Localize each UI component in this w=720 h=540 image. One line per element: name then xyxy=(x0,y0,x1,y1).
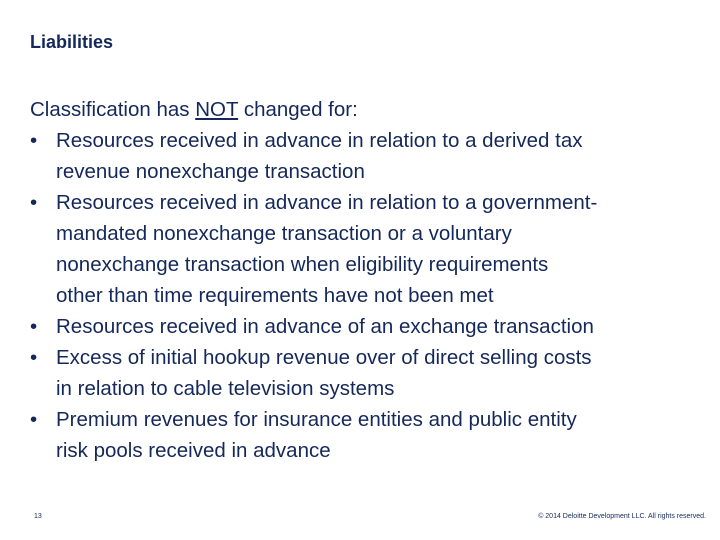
bullet-text-line: mandated nonexchange transaction or a voluntary xyxy=(56,222,512,245)
bullet-icon: • xyxy=(30,129,38,152)
copyright-notice: © 2014 Deloitte Development LLC. All rights reserved. xyxy=(538,513,706,520)
bullet-text-line: Resources received in advance in relation to a derived tax xyxy=(56,129,583,152)
bullet-icon: • xyxy=(30,191,38,214)
bullet-item xyxy=(30,404,700,466)
bullet-list xyxy=(30,125,700,466)
bullet-item xyxy=(30,342,700,404)
intro-after: changed for: xyxy=(238,98,358,121)
bullet-text-line: Resources received in advance in relation to a government- xyxy=(56,191,598,214)
intro-before: Classification has xyxy=(30,98,196,121)
bullet-text-line: Premium revenues for insurance entities and public entity xyxy=(56,408,577,431)
bullet-item xyxy=(30,125,700,187)
bullet-text-line: nonexchange transaction when eligibility requirements xyxy=(56,253,549,276)
bullet-icon: • xyxy=(30,315,38,338)
bullet-text-line: risk pools received in advance xyxy=(56,439,331,462)
bullet-icon: • xyxy=(30,346,38,369)
slide-body xyxy=(30,94,700,466)
bullet-item xyxy=(30,311,700,342)
bullet-text-line: Excess of initial hookup revenue over of direct selling costs xyxy=(56,346,592,369)
bullet-text-line: in relation to cable television systems xyxy=(56,377,395,400)
bullet-text-line: Resources received in advance of an exchange transaction xyxy=(56,315,594,338)
slide-title: Liabilities xyxy=(30,32,114,52)
bullet-text-line: revenue nonexchange transaction xyxy=(56,160,365,183)
bullet-item xyxy=(30,187,700,311)
bullet-icon: • xyxy=(30,408,38,431)
intro-line xyxy=(30,94,700,125)
intro-emphasis: NOT xyxy=(195,98,239,121)
bullet-text-line: other than time requirements have not been met xyxy=(56,284,494,307)
page-number: 13 xyxy=(34,513,42,520)
